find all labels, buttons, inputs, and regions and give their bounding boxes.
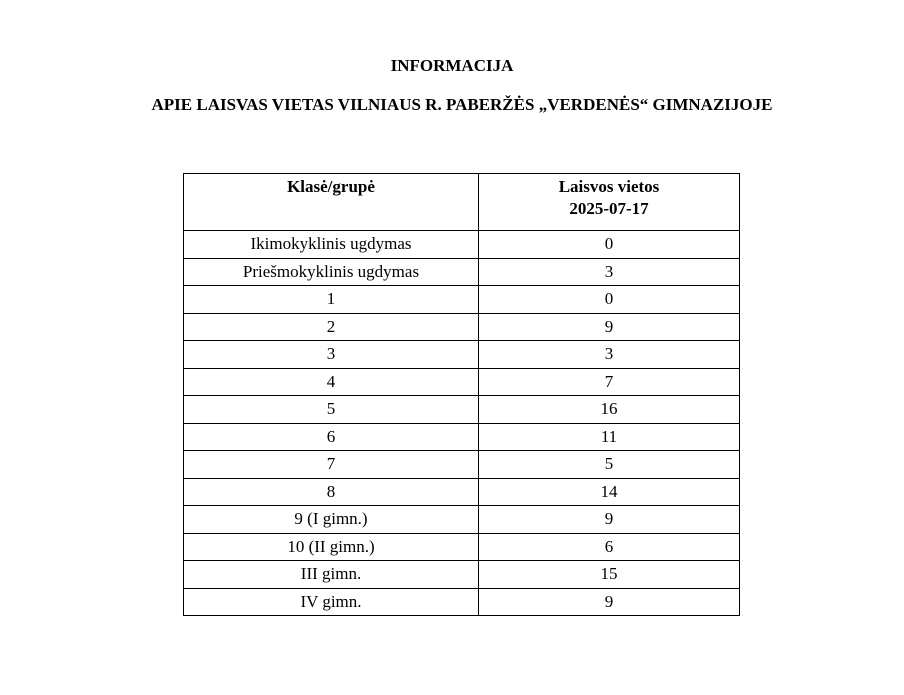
header-date: 2025-07-17 xyxy=(569,199,649,218)
cell-group: 7 xyxy=(184,451,479,479)
cell-free: 9 xyxy=(479,313,740,341)
table-row xyxy=(184,533,740,561)
cell-group: III gimn. xyxy=(184,561,479,589)
cell-group: 10 (II gimn.) xyxy=(184,533,479,561)
table-row xyxy=(184,423,740,451)
cell-group: 9 (I gimn.) xyxy=(184,506,479,534)
table-row xyxy=(184,286,740,314)
cell-free: 9 xyxy=(479,588,740,616)
table-row xyxy=(184,451,740,479)
header-class-group: Klasė/grupė xyxy=(184,174,479,231)
cell-free: 14 xyxy=(479,478,740,506)
cell-free: 0 xyxy=(479,231,740,259)
cell-group: 4 xyxy=(184,368,479,396)
cell-group: 3 xyxy=(184,341,479,369)
table-header-row xyxy=(184,174,740,231)
cell-free: 16 xyxy=(479,396,740,424)
table-row xyxy=(184,341,740,369)
cell-free: 0 xyxy=(479,286,740,314)
table-row xyxy=(184,561,740,589)
cell-group: 6 xyxy=(184,423,479,451)
cell-group: IV gimn. xyxy=(184,588,479,616)
cell-free: 6 xyxy=(479,533,740,561)
document-subtitle: APIE LAISVAS VIETAS VILNIAUS R. PABERŽĖS „VERDENĖS“ GIMNAZIJOJE xyxy=(151,95,773,114)
cell-group: 5 xyxy=(184,396,479,424)
table-row xyxy=(184,258,740,286)
cell-free: 11 xyxy=(479,423,740,451)
table-row xyxy=(184,588,740,616)
cell-group: 2 xyxy=(184,313,479,341)
cell-free: 3 xyxy=(479,258,740,286)
table-row xyxy=(184,231,740,259)
table-row xyxy=(184,368,740,396)
cell-free: 15 xyxy=(479,561,740,589)
cell-free: 7 xyxy=(479,368,740,396)
table-row xyxy=(184,506,740,534)
cell-group: Priešmokyklinis ugdymas xyxy=(184,258,479,286)
cell-free: 3 xyxy=(479,341,740,369)
document-title: INFORMACIJA xyxy=(390,56,514,75)
cell-group: Ikimokyklinis ugdymas xyxy=(184,231,479,259)
header-free-places-label: Laisvos vietos xyxy=(558,177,660,196)
cell-group: 1 xyxy=(184,286,479,314)
header-free-places xyxy=(479,174,740,231)
cell-free: 9 xyxy=(479,506,740,534)
cell-free: 5 xyxy=(479,451,740,479)
table-row xyxy=(184,396,740,424)
table-row xyxy=(184,313,740,341)
cell-group: 8 xyxy=(184,478,479,506)
table-row xyxy=(184,478,740,506)
free-places-table xyxy=(183,173,740,616)
